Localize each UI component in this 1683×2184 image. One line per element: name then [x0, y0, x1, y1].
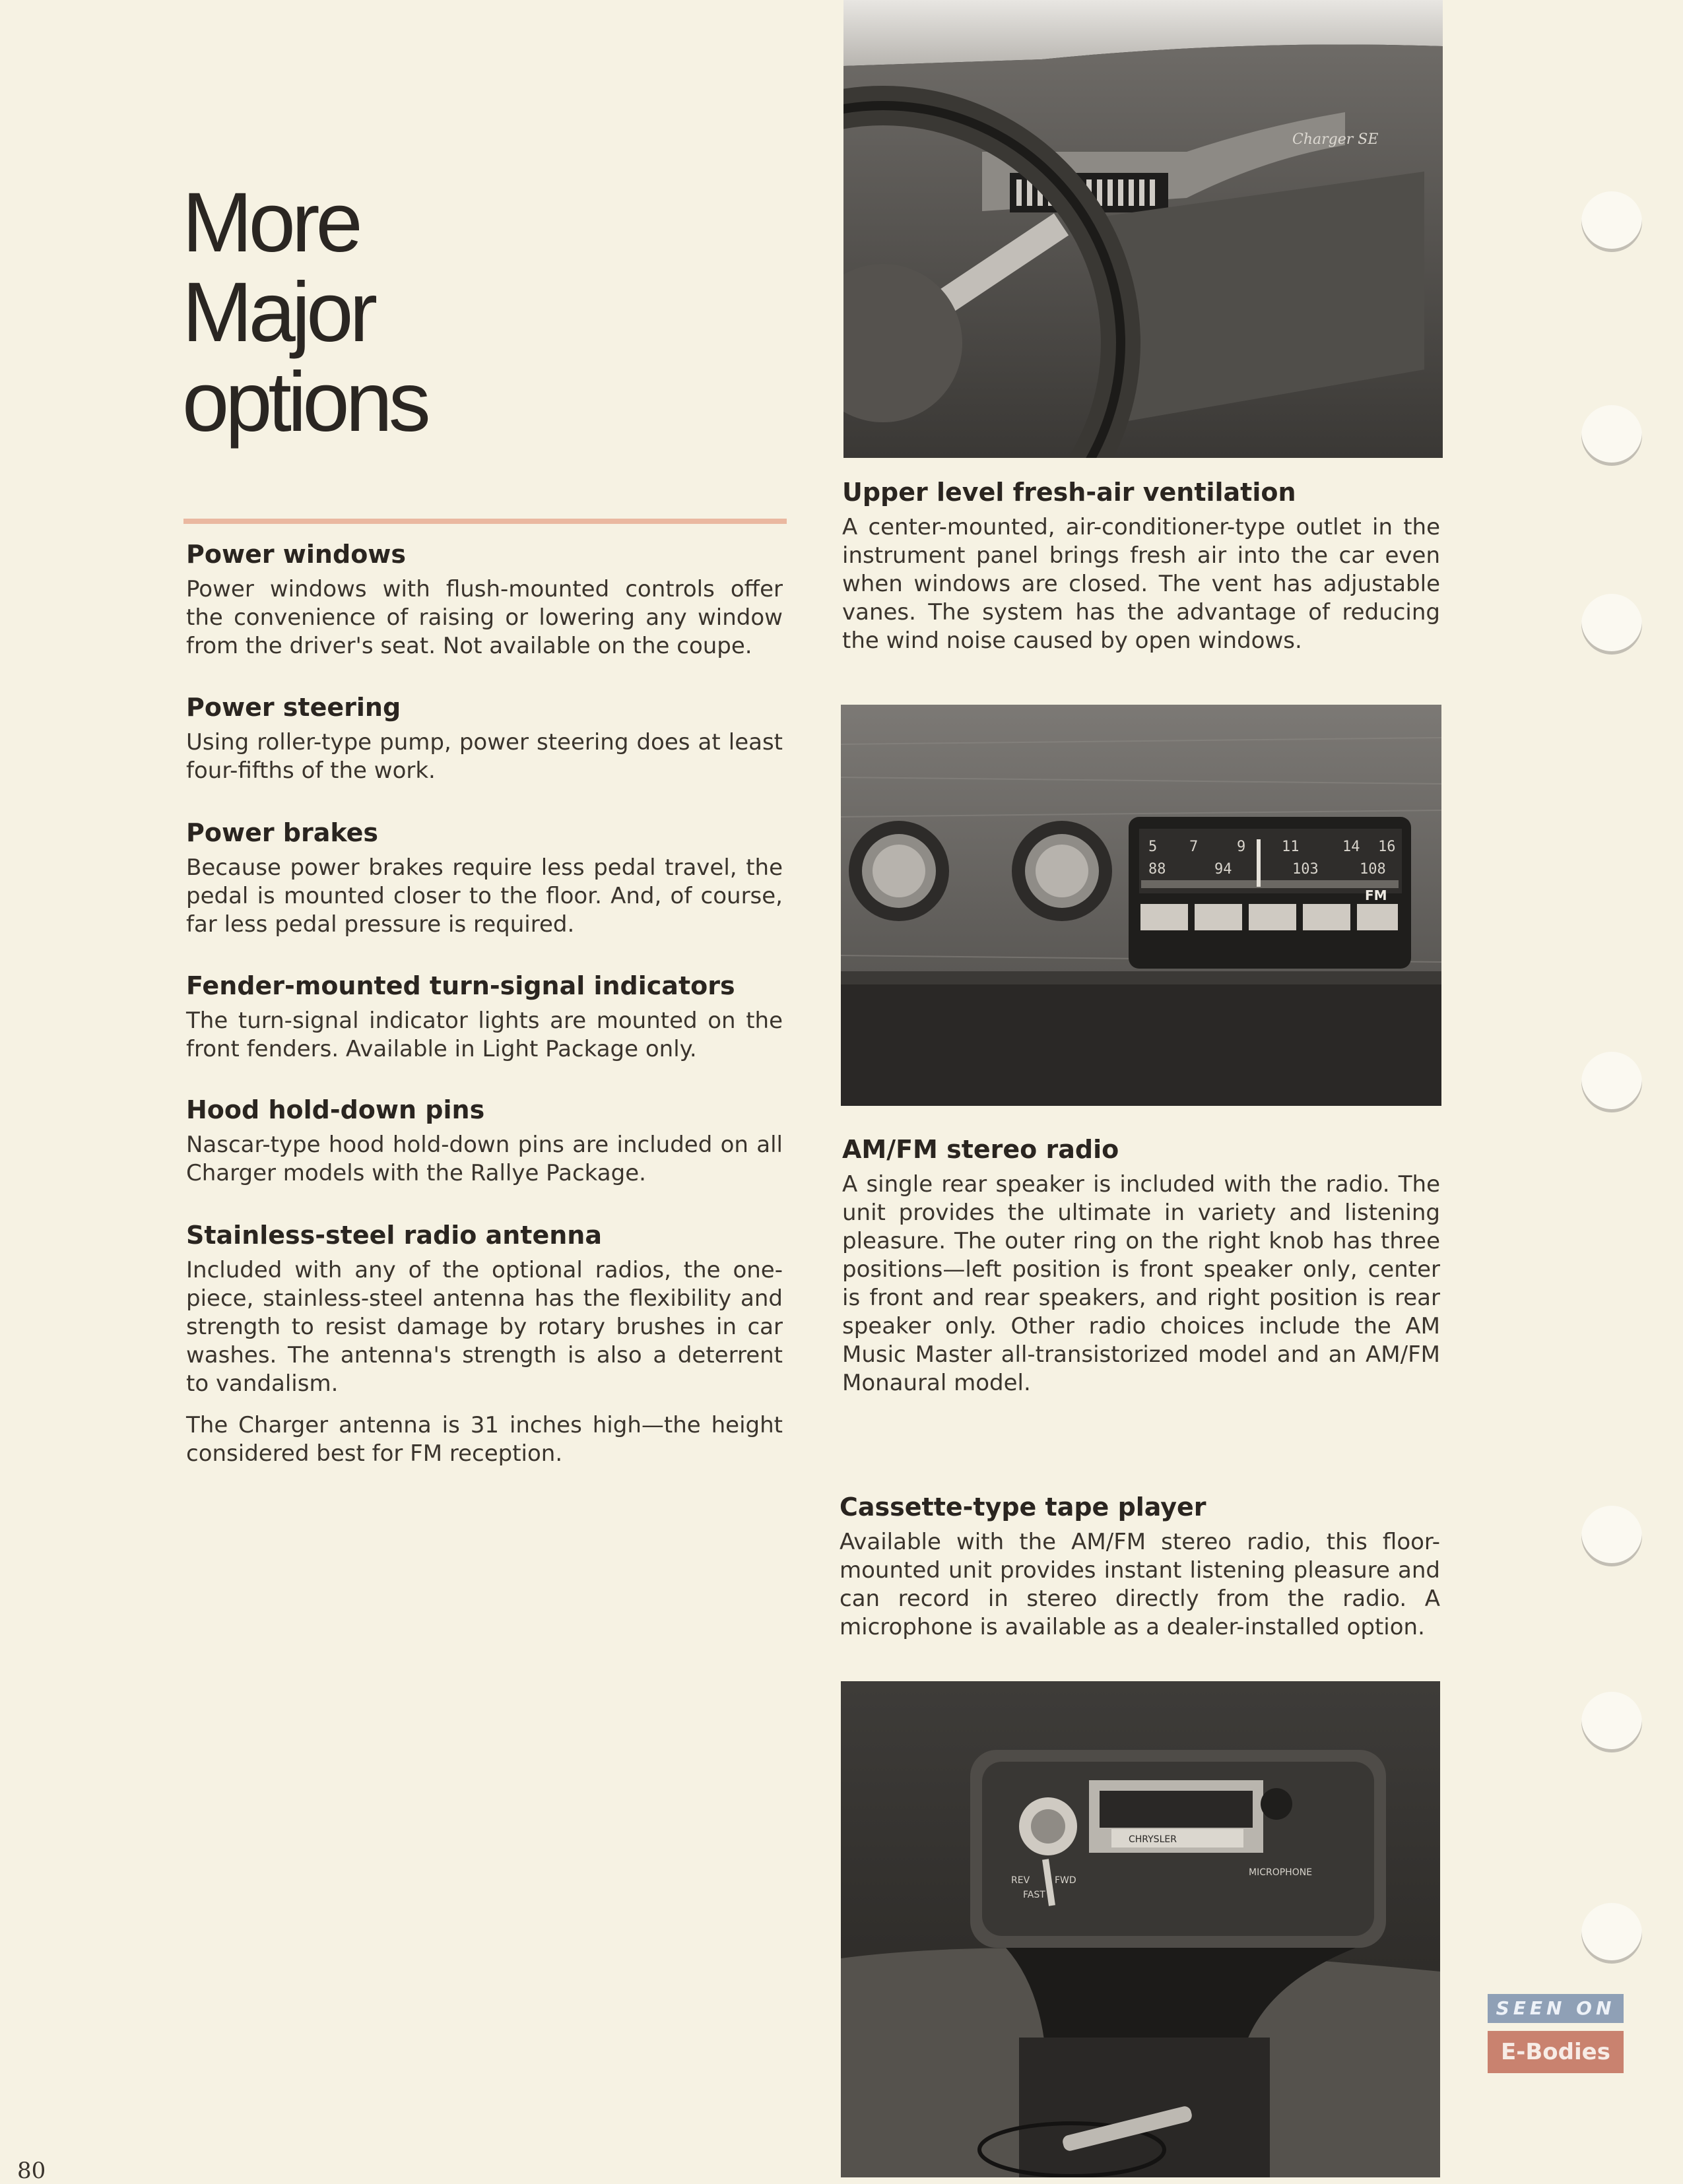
section-am-fm-radio — [842, 1134, 1440, 1397]
section-heading: Upper level fresh-air ventilation — [842, 478, 1296, 507]
am-tick-label: 16 — [1378, 839, 1396, 855]
page-number: 80 — [17, 2158, 46, 2184]
section-power-steering — [186, 691, 783, 785]
section-heading: Hood hold-down pins — [186, 1095, 485, 1124]
section-power-windows — [186, 538, 783, 660]
badge-line-2: E-Bodies — [1488, 2031, 1624, 2073]
section-text: Using roller-type pump, power steering does at least four-fifths of the work. — [186, 729, 783, 784]
section-heading: Power windows — [186, 540, 407, 569]
section-text: Included with any of the optional radios, the one-piece, stainless-steel antenna has the flexibility and strength to resist damage by rotary brushes in car washes. The antenna's strength is also a deterrent to vandalism. — [186, 1257, 783, 1397]
fm-tick-label: 103 — [1292, 861, 1319, 878]
section-power-brakes — [186, 817, 783, 939]
tape-label: MICROPHONE — [1249, 1867, 1313, 1878]
section-text: Nascar-type hood hold-down pins are included on all Charger models with the Rallye Package. — [186, 1132, 783, 1186]
am-tick-label: 11 — [1282, 839, 1300, 855]
section-text: Available with the AM/FM stereo radio, this floor-mounted unit provides instant listening pleasure and can record in stereo directly from the radio. A microphone is available as a dealer-installed option. — [840, 1529, 1440, 1640]
section-heading: Cassette-type tape player — [840, 1493, 1206, 1522]
tape-label: FAST — [1023, 1890, 1045, 1900]
section-heading: Fender-mounted turn-signal indicators — [186, 971, 735, 1000]
am-tick-label: 14 — [1342, 839, 1360, 855]
binder-hole — [1581, 405, 1642, 466]
section-turn-signal-indicators — [186, 970, 783, 1064]
fm-tick-label: 108 — [1360, 861, 1386, 878]
radio-photo — [841, 705, 1441, 1106]
tape-label: REV — [1011, 1875, 1030, 1886]
title-line: Major — [182, 265, 374, 360]
section-hood-pins — [186, 1094, 783, 1188]
dash-emblem: Charger SE — [1292, 131, 1379, 148]
am-tick-label: 9 — [1237, 839, 1246, 855]
binder-hole — [1581, 1506, 1642, 1566]
title-rule — [183, 519, 787, 524]
title-line: options — [182, 355, 427, 449]
tape-player-photo — [841, 1681, 1440, 2177]
tape-brand: CHRYSLER — [1129, 1834, 1177, 1845]
title-line: More — [182, 176, 359, 270]
section-heading: AM/FM stereo radio — [842, 1135, 1119, 1164]
section-text: The Charger antenna is 31 inches high—the height considered best for FM reception. — [186, 1412, 783, 1467]
binder-hole — [1581, 594, 1642, 655]
section-tape-player — [840, 1491, 1440, 1642]
am-tick-label: 5 — [1148, 839, 1158, 855]
section-text: The turn-signal indicator lights are mounted on the front fenders. Available in Light Package only. — [186, 1008, 783, 1062]
binder-hole — [1581, 191, 1642, 252]
section-text: A center-mounted, air-conditioner-type outlet in the instrument panel brings fresh air into the car even when windows are closed. The vent has adjustable vanes. The system has the advantage of reducing the wind noise caused by open windows. — [842, 514, 1440, 654]
page-title — [182, 178, 578, 447]
section-heading: Power brakes — [186, 818, 379, 847]
section-text: Power windows with flush-mounted controls offer the convenience of raising or lowering any window from the driver's seat. Not available on the coupe. — [186, 576, 783, 659]
section-radio-antenna — [186, 1219, 783, 1468]
fm-tick-label: 88 — [1148, 861, 1166, 878]
tape-label: FWD — [1055, 1875, 1076, 1886]
fm-tick-label: 94 — [1214, 861, 1232, 878]
binder-hole — [1581, 1052, 1642, 1112]
section-heading: Power steering — [186, 693, 401, 722]
binder-hole — [1581, 1692, 1642, 1752]
fm-label: FM — [1365, 887, 1387, 903]
section-text: A single rear speaker is included with the radio. The unit provides the ultimate in variety and listening pleasure. The outer ring on the right knob has three positions—left position is front speaker only, center is front and rear speakers, and right position is rear speaker only. Other radio choices include the AM Music Master all-transistorized model and an AM/FM Monaural model. — [842, 1171, 1440, 1396]
am-tick-label: 7 — [1189, 839, 1199, 855]
dashboard-photo — [843, 0, 1443, 458]
section-text: Because power brakes require less pedal travel, the pedal is mounted closer to the floor. And, of course, far less pedal pressure is required. — [186, 854, 783, 938]
binder-hole — [1581, 1903, 1642, 1964]
section-heading: Stainless-steel radio antenna — [186, 1221, 602, 1250]
badge-line-1: SEEN ON — [1488, 1994, 1624, 2023]
watermark-badge — [1488, 1994, 1624, 2074]
section-fresh-air — [842, 476, 1440, 655]
